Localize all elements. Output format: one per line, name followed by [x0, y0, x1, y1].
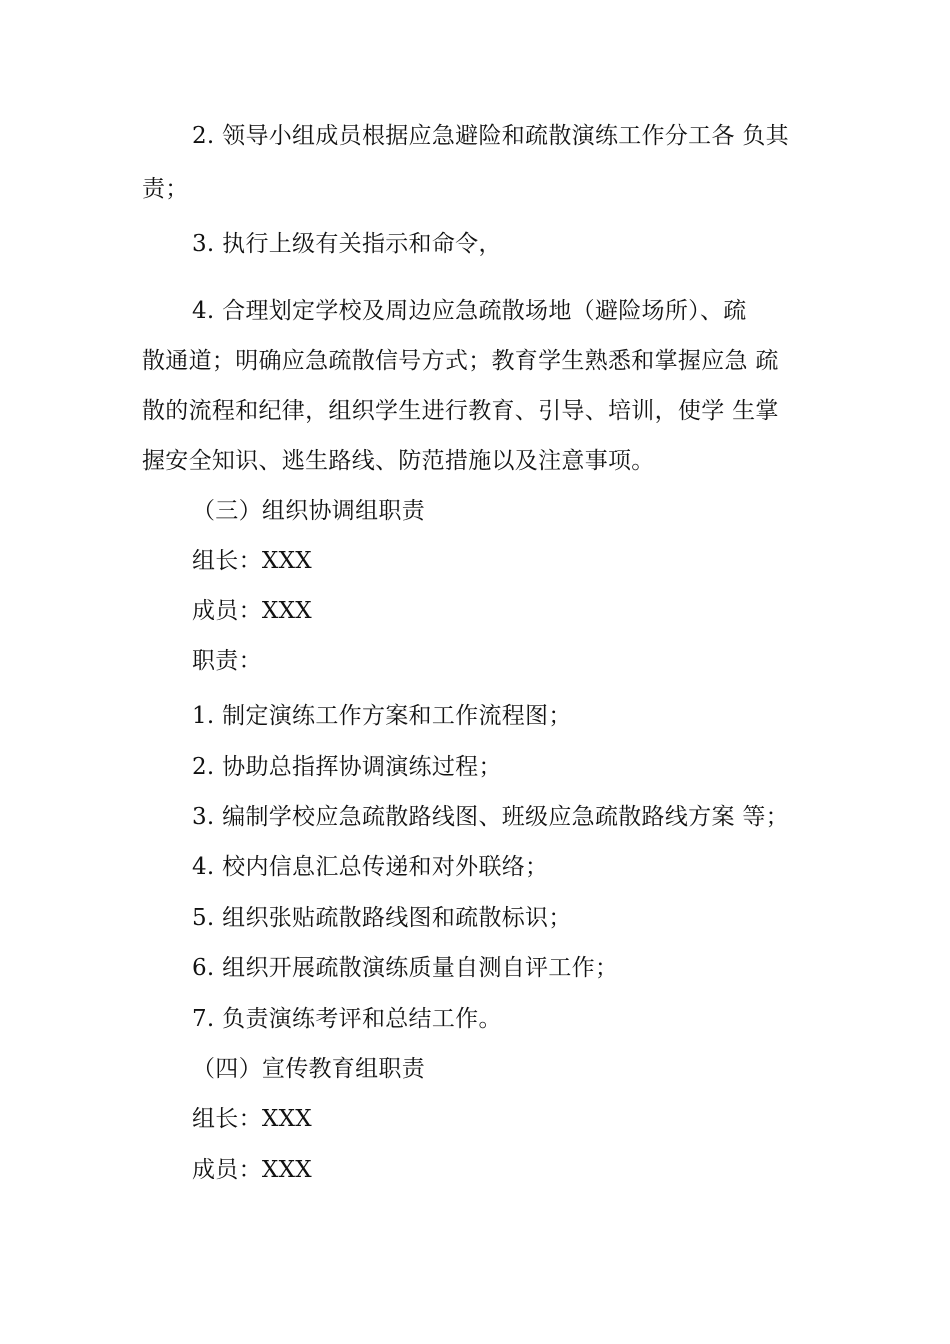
members-line: 成员：XXX: [192, 1157, 312, 1183]
paragraph-line: 散的流程和纪律，组织学生进行教育、引导、培训，使学 生掌: [142, 398, 779, 424]
paragraph-line: 3. 执行上级有关指示和命令，: [192, 231, 502, 257]
paragraph-line: 握安全知识、逃生路线、防范措施以及注意事项。: [142, 448, 655, 474]
list-item: 3. 编制学校应急疏散路线图、班级应急疏散路线方案 等；: [192, 804, 789, 830]
list-item: 2. 协助总指挥协调演练过程；: [192, 754, 502, 780]
list-item: 6. 组织开展疏散演练质量自测自评工作；: [192, 955, 619, 981]
list-item: 5. 组织张贴疏散路线图和疏散标识；: [192, 905, 572, 931]
list-item: 4. 校内信息汇总传递和对外联络；: [192, 854, 549, 880]
paragraph-line: 责；: [142, 176, 189, 202]
paragraph-line: 4. 合理划定学校及周边应急疏散场地（避险场所）、疏: [192, 298, 747, 324]
duties-label: 职责：: [192, 648, 262, 674]
paragraph-line: 2. 领导小组成员根据应急避险和疏散演练工作分工各 负其: [192, 123, 789, 149]
list-item: 1. 制定演练工作方案和工作流程图；: [192, 703, 572, 729]
paragraph-line: 散通道；明确应急疏散信号方式；教育学生熟悉和掌握应急 疏: [142, 348, 779, 374]
leader-line: 组长：XXX: [192, 1106, 312, 1132]
section-heading: （四）宣传教育组职责: [192, 1056, 425, 1082]
members-line: 成员：XXX: [192, 598, 312, 624]
leader-line: 组长：XXX: [192, 548, 312, 574]
section-heading: （三）组织协调组职责: [192, 498, 425, 524]
list-item: 7. 负责演练考评和总结工作。: [192, 1006, 502, 1032]
